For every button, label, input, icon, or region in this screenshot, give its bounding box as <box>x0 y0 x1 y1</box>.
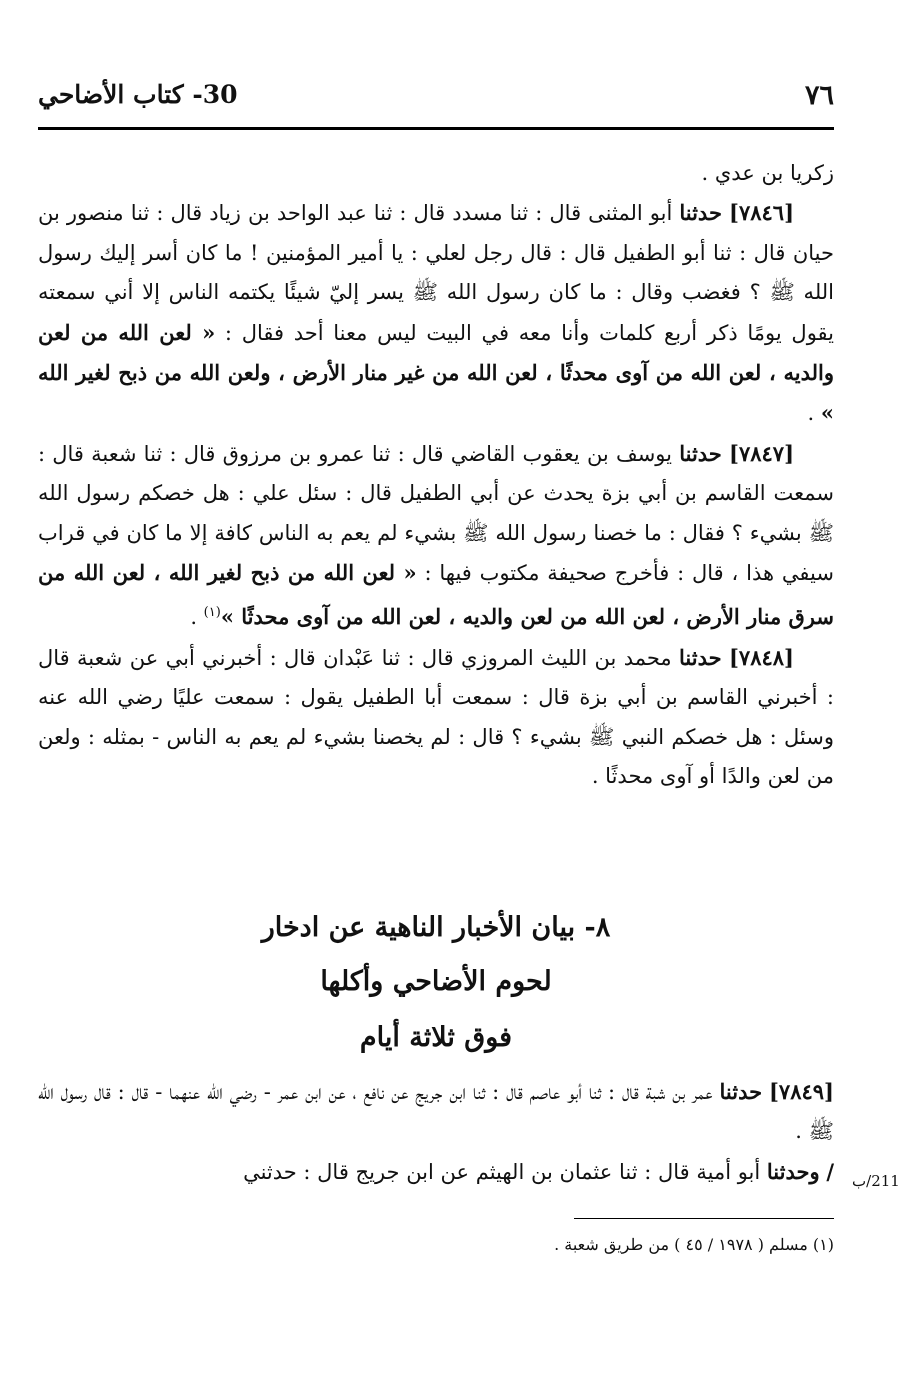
hadith-number: [٧٨٤٦] <box>729 200 794 226</box>
folio-slash: / <box>826 1158 834 1184</box>
chapter-heading-line3: فوق ثلاثة أيام <box>359 1022 513 1053</box>
page-number: ٧٦ <box>804 80 834 111</box>
footnote: (١) مسلم ( ١٩٧٨ / ٤٥ ) من طريق شعبة . <box>554 1235 834 1254</box>
last-line-text: أبو أمية قال : ثنا عثمان بن الهيثم عن ابن جريج قال : حدثني <box>243 1159 767 1184</box>
running-title: 30- كتاب الأضاحي <box>38 80 238 109</box>
hadith-quote: « لعن الله من ذبح لغير الله ، لعن الله من سرق منار الأرض ، لعن الله من لعن والديه ، لعن الله من آوى محدثًا » <box>38 560 834 630</box>
continuation-line: زكريا بن عدي . <box>701 161 834 185</box>
narration-word: حدثنا <box>679 200 722 226</box>
hadith-end: . <box>807 401 821 426</box>
hadith-7846 <box>38 193 834 433</box>
manuscript-folio-note: 211/ب <box>852 1172 900 1190</box>
hadith-text: يوسف بن يعقوب القاضي قال : ثنا عمرو بن مرزوق قال : ثنا شعبة قال : سمعت القاسم بن أبي بزة يحدث عن أبي الطفيل قال : سئل علي : هل خصكم رسول الله ﷺ بشيء ؟ فقال : ما خصنا رسول الله ﷺ بشيء لم يعم به الناس كافة إلا ما كان في قراب سيفي هذا ، قال : فأخرج صحيفة مكتوب فيها : <box>38 441 834 586</box>
hadith-7848 <box>38 638 834 797</box>
hadith-number: [٧٨٤٩] <box>768 1079 834 1104</box>
chapter-heading-line2: لحوم الأضاحي وأكلها <box>320 966 552 997</box>
hadith-number: [٧٨٤٨] <box>728 644 794 670</box>
page-header <box>38 80 834 124</box>
narration-word: حدثنا <box>679 644 722 670</box>
hadith-quote: « لعن الله من لعن والديه ، لعن الله من آوى محدثًا ، لعن الله من غير منار الأرض ، ولعن الله من ذبح لغير الله » <box>38 319 834 426</box>
narration-word: وحدثنا <box>766 1158 820 1184</box>
main-text-continued <box>38 1072 834 1192</box>
hadith-end: . <box>190 605 204 630</box>
chapter-heading-line1: ٨- بيان الأخبار الناهية عن ادخار <box>261 912 611 943</box>
hadith-7849 <box>38 1072 834 1152</box>
footnote-rule <box>574 1218 834 1219</box>
header-rule <box>38 127 834 130</box>
narration-word: حدثنا <box>719 1079 763 1104</box>
narration-word: حدثنا <box>679 440 722 466</box>
hadith-text: أبو المثنى قال : ثنا مسدد قال : ثنا عبد الواحد بن زياد قال : ثنا منصور بن حيان قال : ثنا أبو الطفيل قال : قال رجل لعلي : يا أمير المؤمنين ! ما كان أسر إليك رسول الله ﷺ ؟ فغضب وقال : ما كان رسول الله ﷺ يسر إليّ شيئًا يكتمه الناس إلا أني سمعته يقول يومًا ذكر أربع كلمات وأنا معه في البيت ليس معنا أحد فقال : <box>38 201 835 345</box>
footnote-reference[interactable]: (١) <box>203 605 221 621</box>
hadith-7847 <box>38 434 834 638</box>
hadith-number: [٧٨٤٧] <box>729 440 794 466</box>
hadith-text: محمد بن الليث المروزي قال : ثنا عَبْدان قال : أخبرني أبي عن شعبة قال : أخبرني القاسم بن أبي بزة قال : سمعت أبا الطفيل يقول : سمعت عليًا رضي الله عنه وسئل : هل خصكم النبي ﷺ بشيء ؟ قال : لم يخصنا بشيء لم يعم به الناس - بمثله : ولعن من لعن والدًا أو آوى محدثًا . <box>38 645 834 789</box>
hadith-text: عمر بن شبة قال : ثنا أبو عاصم قال : ثنا ابن جريج عن نافع ، عن ابن عمر - رضي الله عنهما - قال : قال رسول الله ﷺ . <box>38 1080 834 1144</box>
main-text <box>38 154 834 797</box>
last-line <box>38 1152 834 1192</box>
